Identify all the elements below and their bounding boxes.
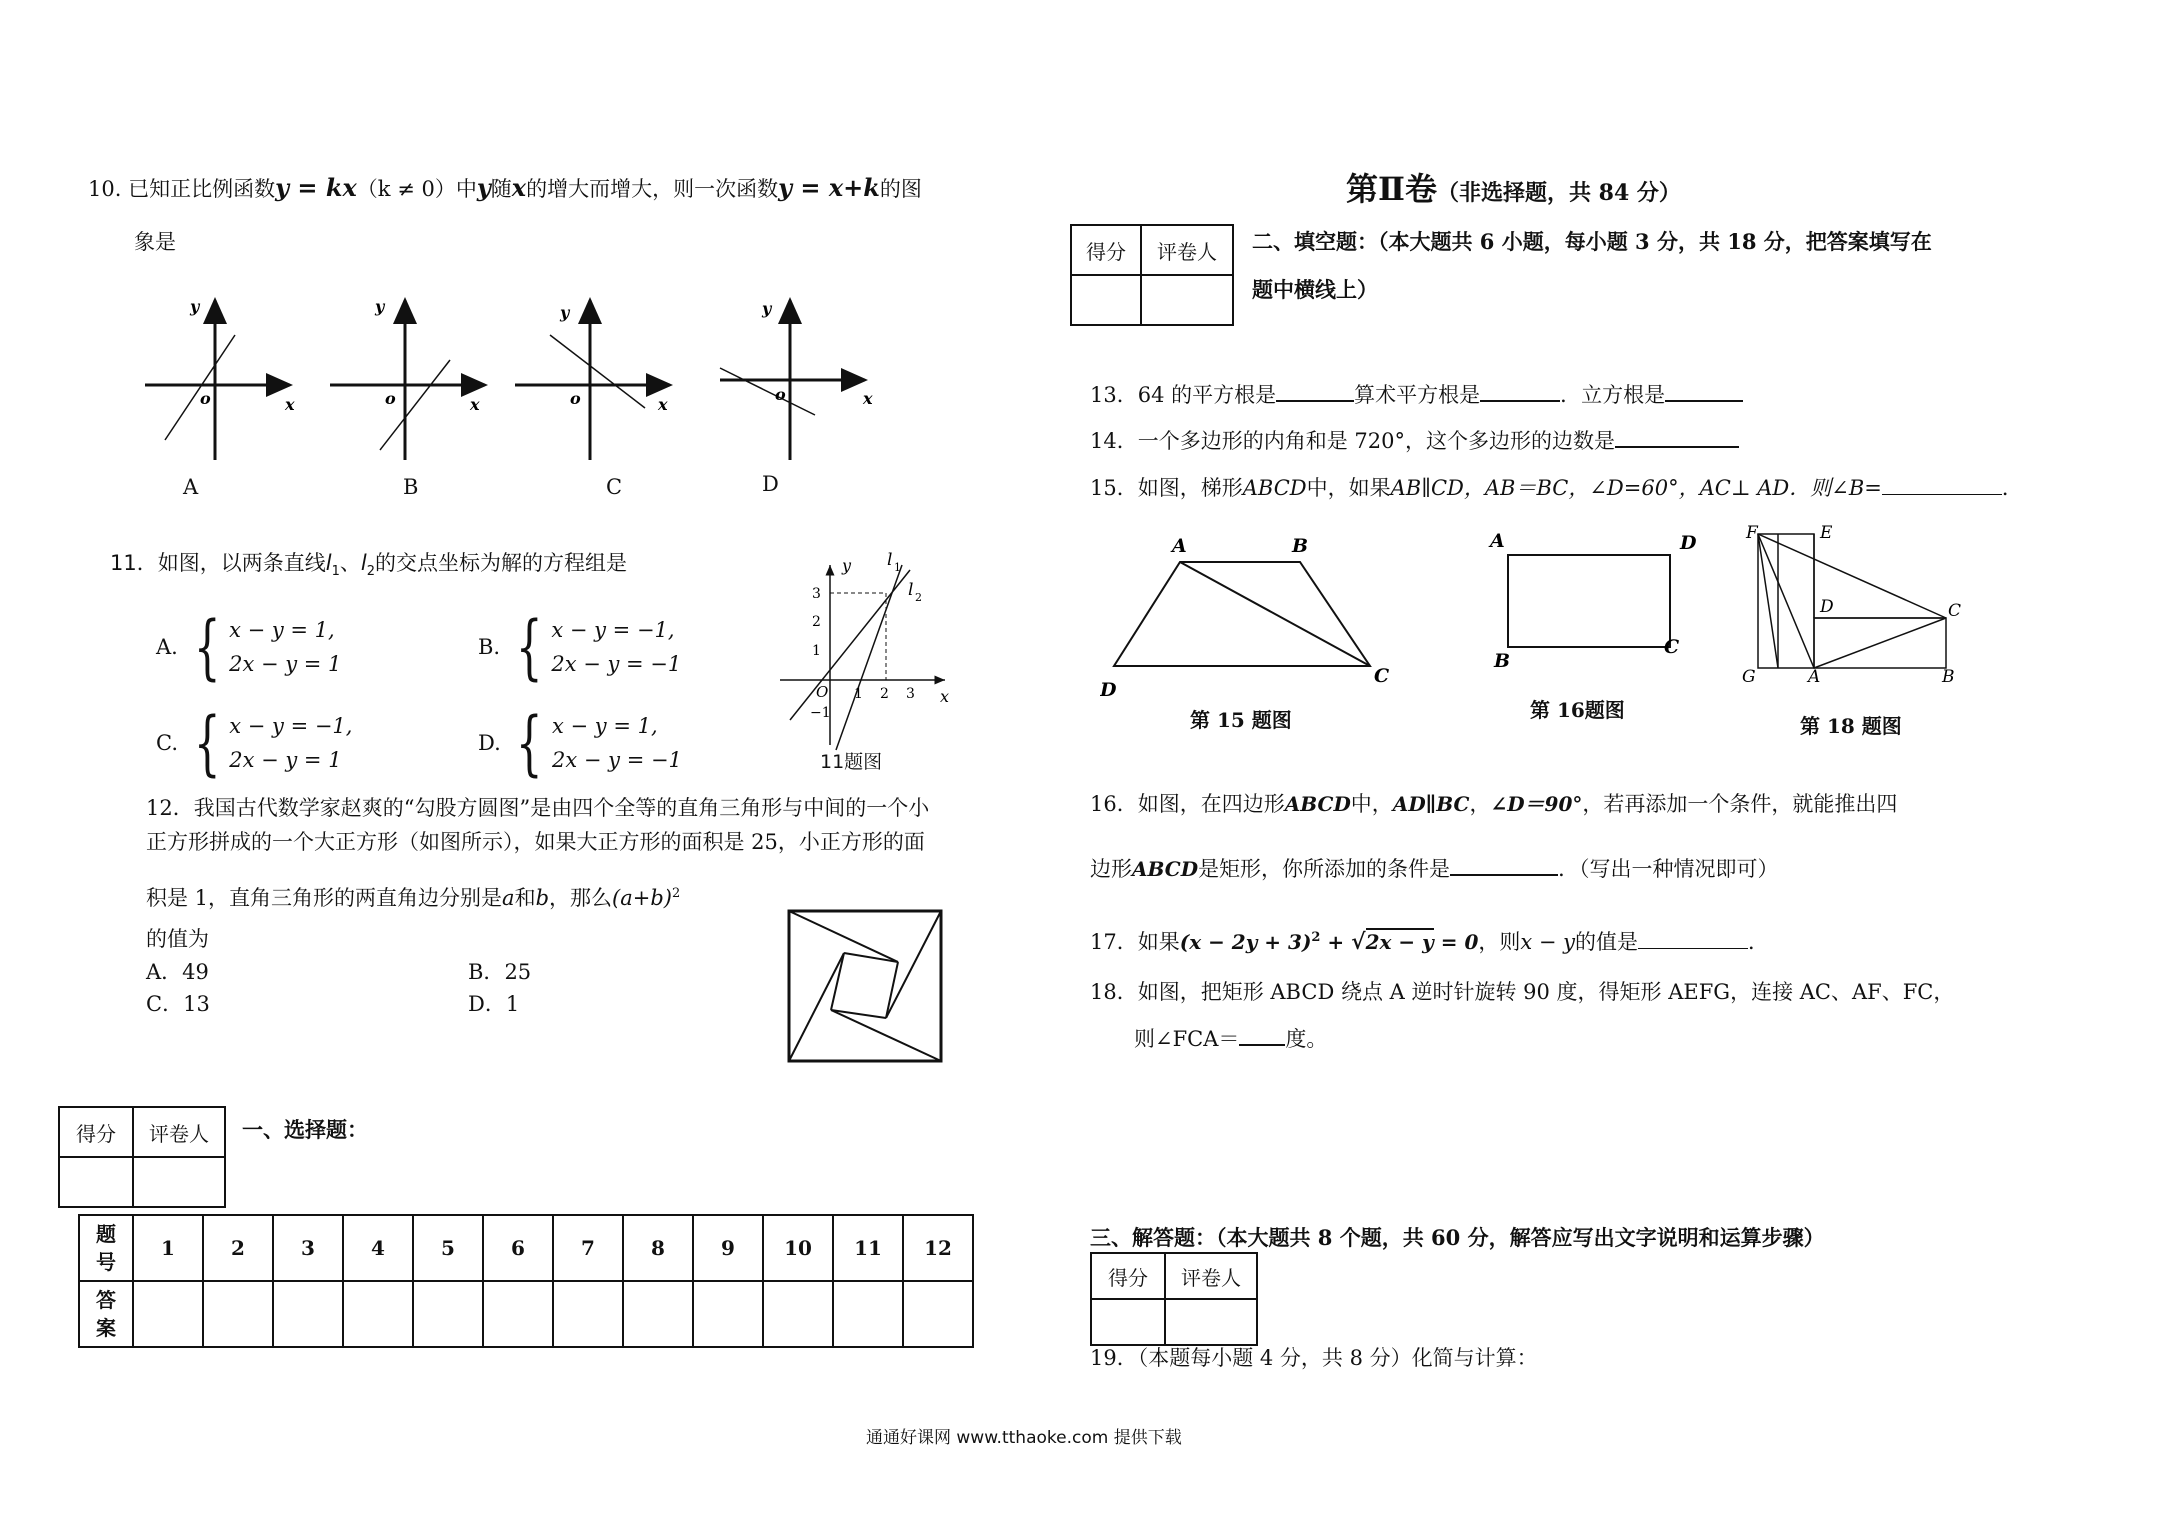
graph-d	[720, 299, 873, 460]
section1-title: 一、选择题：	[242, 1117, 368, 1142]
section2-line2: 题中横线上）	[1252, 277, 1378, 302]
score-label: 得分	[1071, 225, 1141, 275]
header-answer: 答 案	[79, 1281, 133, 1347]
graph-c-o: o	[570, 389, 581, 408]
question-number: 7	[553, 1215, 623, 1281]
q11-option-a: A. { x − y = 1, 2x − y = 1	[156, 606, 342, 688]
fig18-d: D	[1820, 597, 1834, 617]
fig15-b: B	[1292, 535, 1309, 557]
score-label: 得分	[59, 1107, 133, 1157]
q11-fig-l1: l	[887, 550, 893, 570]
answer-cell[interactable]	[133, 1281, 203, 1347]
q10-graphs	[130, 290, 890, 500]
q13-blank-2[interactable]	[1480, 380, 1560, 402]
answer-cell[interactable]	[343, 1281, 413, 1347]
fig18-c: C	[1948, 601, 1962, 621]
q13-blank-3[interactable]	[1665, 380, 1743, 402]
q11-fig-l2-sub: 2	[915, 591, 922, 604]
q12-option-a: A．49	[146, 960, 209, 984]
graph-a-o: o	[200, 389, 211, 408]
q11-fig-tick-y2: 2	[812, 614, 821, 630]
fig16-c: C	[1664, 636, 1680, 658]
fig16-caption: 第 16题图	[1530, 698, 1625, 722]
grader-cell[interactable]	[1165, 1299, 1257, 1345]
q11-fig-tick-ym1: −1	[810, 705, 831, 721]
q11-fig-tick-x2: 2	[880, 686, 889, 702]
fig15-a: A	[1172, 535, 1187, 557]
fig16-a: A	[1490, 530, 1505, 552]
footer: 通通好课网 www.tthaoke.com 提供下载	[866, 1428, 1182, 1448]
q11-fig-x: x	[940, 687, 950, 706]
answer-table-number-row	[79, 1215, 973, 1281]
q16-blank[interactable]	[1450, 854, 1558, 876]
q10-line2: 象是	[134, 230, 176, 254]
q15-blank[interactable]	[1882, 474, 2002, 495]
graph-a-y: y	[190, 297, 200, 316]
q10-option-b: B	[403, 475, 419, 499]
q10-option-a: A	[183, 475, 199, 499]
answer-cell[interactable]	[553, 1281, 623, 1347]
q12-line3: 积是 1，直角三角形的两直角边分别是a和b，那么$(a+b)^2$	[146, 886, 681, 910]
q10-option-c: C	[606, 475, 623, 499]
question-number: 8	[623, 1215, 693, 1281]
q17-blank[interactable]	[1638, 928, 1748, 949]
question-number: 6	[483, 1215, 553, 1281]
q13: 13．64 的平方根是 算术平方根是 ．立方根是	[1090, 380, 1743, 409]
question-number: 2	[203, 1215, 273, 1281]
q12-line1: 12．我国古代数学家赵爽的“勾股方圆图”是由四个全等的直角三角形与中间的一个小	[146, 796, 930, 820]
score-box-section3	[1090, 1252, 1258, 1346]
graph-d-x: x	[863, 389, 873, 408]
fig15-d: D	[1100, 679, 1117, 701]
q11-fig-tick-x3: 3	[906, 686, 915, 702]
section2-line1: 二、填空题：（本大题共 6 小题，每小题 3 分，共 18 分，把答案填写在	[1252, 229, 1932, 254]
section3-title: 三、解答题：（本大题共 8 个题，共 60 分，解答应写出文字说明和运算步骤）	[1090, 1225, 1825, 1250]
answer-cell[interactable]	[273, 1281, 343, 1347]
q12-option-d: D．1	[468, 992, 520, 1016]
question-number: 4	[343, 1215, 413, 1281]
q10-line1: 10. 已知正比例函数y = kx（k ≠ 0）中y随x的增大而增大，则一次函数y = x+k的图	[88, 173, 922, 202]
grader-cell[interactable]	[1141, 275, 1233, 325]
question-number: 5	[413, 1215, 483, 1281]
q11-option-c: C. { x − y = −1, 2x − y = 1	[156, 702, 353, 784]
grader-label: 评卷人	[1141, 225, 1233, 275]
answer-cell[interactable]	[623, 1281, 693, 1347]
graph-c	[515, 300, 670, 460]
header-number: 题 号	[79, 1215, 133, 1281]
graph-d-y: y	[762, 299, 772, 318]
question-number: 1	[133, 1215, 203, 1281]
answer-table-answer-row	[79, 1281, 973, 1347]
question-number: 10	[763, 1215, 833, 1281]
graph-b	[330, 297, 485, 460]
score-cell[interactable]	[59, 1157, 133, 1207]
fig16	[1480, 525, 1710, 675]
q12-figure	[786, 908, 946, 1068]
grader-cell[interactable]	[133, 1157, 225, 1207]
score-box-section2	[1070, 224, 1234, 326]
q11-fig-tick-x1: 1	[854, 686, 863, 702]
q12-line2: 正方形拼成的一个大正方形（如图所示），如果大正方形的面积是 25，小正方形的面	[146, 830, 925, 854]
q11-option-b: B. { x − y = −1, 2x − y = −1	[478, 606, 682, 688]
answer-cell[interactable]	[693, 1281, 763, 1347]
fig18-b: B	[1942, 667, 1955, 687]
q11-caption: 11题图	[820, 751, 883, 773]
q14: 14．一个多边形的内角和是 720°，这个多边形的边数是	[1090, 426, 1739, 455]
q13-blank-1[interactable]	[1276, 380, 1354, 402]
q10-option-d: D	[762, 472, 779, 496]
q17: 17．如果$(x - 2y + 3)^2 + √2x - y = 0$，则x − y的值是 ．	[1090, 929, 1770, 955]
graph-c-y: y	[560, 303, 570, 322]
answer-cell[interactable]	[763, 1281, 833, 1347]
graph-d-o: o	[775, 385, 786, 404]
q11-figure	[770, 545, 960, 755]
grader-label: 评卷人	[133, 1107, 225, 1157]
q11-stem: 11．如图，以两条直线$l_1$、$l_2$的交点坐标为解的方程组是	[110, 551, 627, 580]
graph-b-y: y	[375, 297, 385, 316]
part2-title: 第Ⅱ卷（非选择题，共 84 分）	[1346, 170, 1681, 208]
fig18-f: F	[1746, 523, 1758, 543]
score-box-left	[58, 1106, 226, 1208]
q18-blank[interactable]	[1239, 1024, 1285, 1046]
fig18-caption: 第 18 题图	[1800, 714, 1902, 738]
answer-cell[interactable]	[483, 1281, 553, 1347]
fig15-c: C	[1374, 665, 1390, 687]
question-number: 3	[273, 1215, 343, 1281]
fig18-e: E	[1820, 523, 1833, 543]
fig16-b: B	[1494, 650, 1511, 672]
graph-b-x: x	[470, 395, 480, 414]
q16-line2: 边形ABCD是矩形，你所添加的条件是 ．（写出一种情况即可）	[1090, 854, 1779, 883]
answer-cell[interactable]	[903, 1281, 973, 1347]
q18-line2: 则∠FCA＝ 度。	[1134, 1024, 1327, 1053]
answer-cell[interactable]	[203, 1281, 273, 1347]
answer-table	[78, 1214, 974, 1348]
score-cell[interactable]	[1091, 1299, 1165, 1345]
q19: 19．（本题每小题 4 分，共 8 分）化简与计算：	[1090, 1346, 1538, 1370]
graph-c-x: x	[658, 395, 668, 414]
question-number: 12	[903, 1215, 973, 1281]
grader-label: 评卷人	[1165, 1253, 1257, 1299]
q11-fig-l2: l	[908, 580, 914, 600]
fig16-d: D	[1680, 532, 1697, 554]
q11-fig-tick-y1: 1	[812, 643, 821, 659]
q12-option-c: C．13	[146, 992, 210, 1016]
q11-fig-l1-sub: 1	[894, 561, 901, 574]
graph-a	[145, 297, 295, 460]
q12-option-b: B．25	[468, 960, 532, 984]
graph-a-x: x	[285, 395, 295, 414]
score-cell[interactable]	[1071, 275, 1141, 325]
graph-b-o: o	[385, 389, 396, 408]
fig15-caption: 第 15 题图	[1190, 708, 1292, 732]
q14-blank[interactable]	[1615, 426, 1739, 448]
fig15	[1100, 530, 1400, 730]
fig18	[1730, 518, 1970, 688]
answer-cell[interactable]	[413, 1281, 483, 1347]
answer-cell[interactable]	[833, 1281, 903, 1347]
q11-fig-tick-y3: 3	[812, 586, 821, 602]
q15: 15．如图，梯形ABCD中，如果AB∥CD，AB＝BC，∠D=60°，AC⊥ AD．则∠B= ．	[1090, 476, 2023, 500]
q11-option-d: D. { x − y = 1, 2x − y = −1	[478, 702, 682, 784]
score-label: 得分	[1091, 1253, 1165, 1299]
q12-line4: 的值为	[146, 927, 209, 951]
q16-line1: 16．如图，在四边形ABCD中，AD∥BC，∠D＝90°，若再添加一个条件，就能推出四	[1090, 792, 1898, 816]
fig18-a: A	[1808, 667, 1821, 687]
q11-fig-y: y	[842, 556, 852, 575]
q11-fig-o: O	[816, 683, 829, 701]
q18-line1: 18．如图，把矩形 ABCD 绕点 A 逆时针旋转 90 度，得矩形 AEFG，连接 AC、AF、FC，	[1090, 980, 1955, 1004]
question-number: 9	[693, 1215, 763, 1281]
fig18-g: G	[1742, 667, 1756, 687]
question-number: 11	[833, 1215, 903, 1281]
